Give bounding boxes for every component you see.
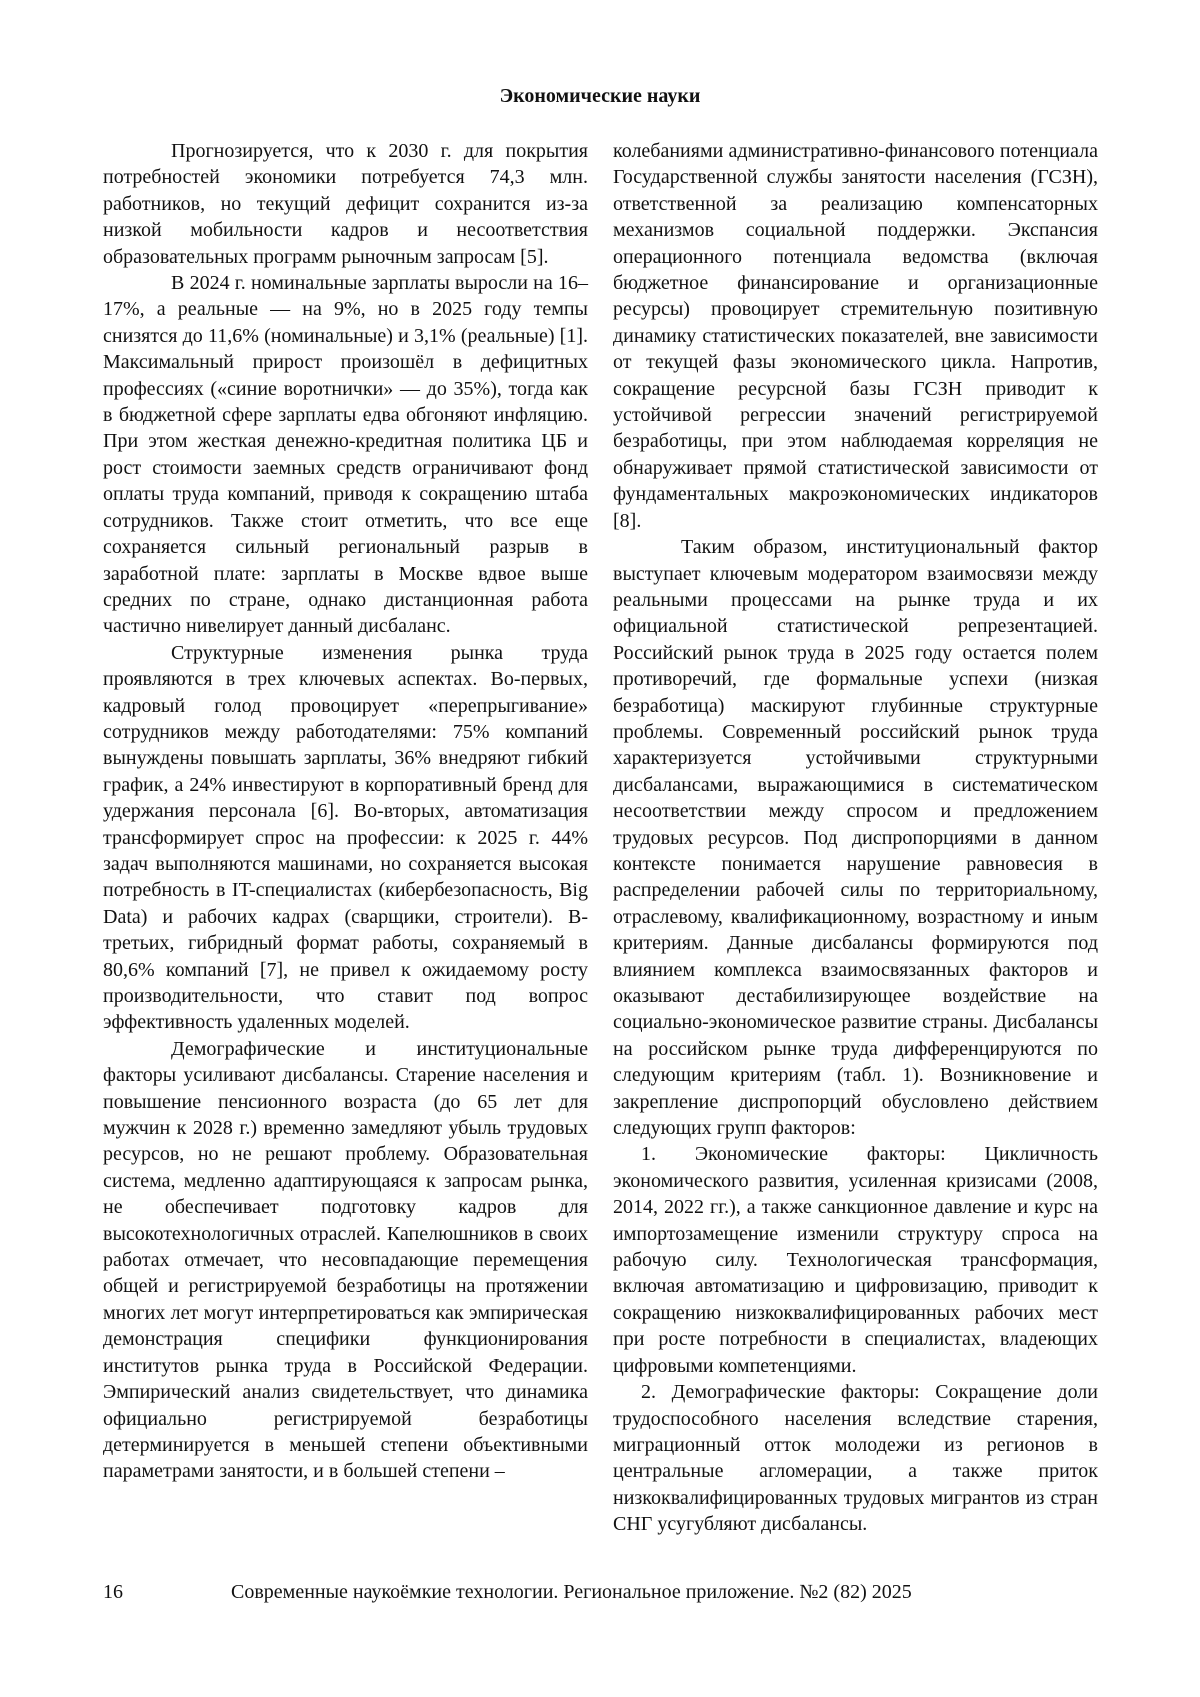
paragraph-continuation: колебаниями административно-финансового потенциала Государственной службы занятости населения (ГСЗН), ответственной за реализацию компенсаторных механизмов социальной поддержки. Экспансия операционного потенциала ведомства (включая бюджетное финансирование и организационные ресурсы) провоцирует стремительную позитивную динамику статистических показателей, вне зависимости от текущей фазы экономического цикла. Напротив, сокращение ресурсной базы ГСЗН приводит к устойчивой регрессии значений регистрируемой безработицы, при этом наблюдаемая корреляция не обнаруживает прямой статистической зависимости от фундаментальных макроэкономических индикаторов [8]. [613, 140, 1098, 532]
paragraph-structural-changes: Структурные изменения рынка труда проявляются в трех ключевых аспектах. Во-первых, кадровый голод провоцирует «перепрыгивание» сотрудников между работодателями: 75% компаний вынуждены повышать зарплаты, 36% внедряют гибкий график, а 24% инвестируют в корпоративный бренд для удержания персонала [6]. Во-вторых, автоматизация трансформирует спрос на профессии: к 2025 г. 44% задач выполняются машинами, но сохраняется высокая потребность в IT-специалистах (кибербезопасность, Big Data) и рабочих кадрах (сварщики, строители). В-третьих, гибридный формат работы, сохраняемый в 80,6% компаний [7], не привел к ожидаемому росту производительности, что ставит под вопрос эффективность удаленных моделей. [103, 641, 588, 1034]
section-title: Экономические науки [499, 85, 701, 107]
paragraph-institutional-factor: Таким образом, институциональный фактор выступает ключевым модератором взаимосвязи между реальными процессами на рынке труда и их официальной статистической репрезентацией. Российский рынок труда в 2025 году остается полем противоречий, где формальные успехи (низкая безработица) маскируют глубинные структурные проблемы. Современный российский рынок труда характеризуется устойчивыми структурными дисбалансами, выражающимися в систематическом несоответствии между спросом и предложением трудовых ресурсов. Под диспропорциями в данном контексте понимается нарушение равновесия в распределении рабочей силы по территориальному, отраслевому, квалификационному, возрастному и иным критериям. Данные дисбалансы формируются под влиянием комплекса взаимосвязанных факторов и оказывают дестабилизирующее воздействие на социально-экономическое развитие страны. Дисбалансы на российском рынке труда дифференцируются по следующим критериям (табл. 1). Возникновение и закрепление диспропорций обусловлено действием следующих групп факторов: [613, 536, 1098, 1140]
paragraph-wages: В 2024 г. номинальные зарплаты выросли на 16–17%, а реальные — на 9%, но в 2025 году темпы снизятся до 11,6% (номинальные) и 3,1% (реальные) [1]. Максимальный прирост произошёл в дефицитных профессиях («синие воротнички» — до 35%), тогда как в бюджетной сфере зарплаты едва обгоняют инфляцию. При этом жесткая денежно-кредитная политика ЦБ и рост стоимости заемных средств ограничивают фонд оплаты труда компаний, приводя к сокращению штаба сотрудников. Также стоит отметить, что все еще сохраняется сильный региональный разрыв в заработной плате: зарплаты в Москве вдвое выше средних по стране, однако дистанционная работа частично нивелирует данный дисбаланс. [103, 272, 588, 638]
paragraph-demographic-institutional: Демографические и институциональные факторы усиливают дисбалансы. Старение населения и повышение пенсионного возраста (до 65 лет для мужчин к 2028 г.) временно замедляют убыль трудовых ресурсов, но не решают проблему. Образовательная система, медленно адаптирующаяся к запросам рынка, не обеспечивает подготовку кадров для высокотехнологичных отраслей. Капелюшников в своих работах отмечает, что несовпадающие перемещения общей и регистрируемой безработицы на протяжении многих лет могут интерпретироваться как эмпирическая демонстрация специфики функционирования институтов рынка труда в Российской Федерации. Эмпирический анализ свидетельствует, что динамика официально регистрируемой безработицы детерминируется в меньшей степени объективными параметрами занятости, и в большей степени – [103, 1037, 588, 1483]
journal-name: Современные наукоёмкие технологии. Региональное приложение. №2 (82) 2025 [231, 1581, 912, 1603]
page-number: 16 [103, 1581, 123, 1603]
list-item-demographic-factors: 2. Демографические факторы: Сокращение доли трудоспособного населения вследствие старения, миграционный отток молодежи из регионов в центральные агломерации, а также приток низкоквалифицированных трудовых мигрантов из стран СНГ усугубляют дисбалансы. [613, 1381, 1098, 1536]
list-item-economic-factors: 1. Экономические факторы: Цикличность экономического развития, усиленная кризисами (2008, 2014, 2022 гг.), а также санкционное давление и курс на импортозамещение изменили структуру спроса на рабочую силу. Технологическая трансформация, включая автоматизацию и цифровизацию, приводит к сокращению низкоквалифицированных рабочих мест при росте потребности в специалистах, владеющих цифровыми компетенциями. [613, 1143, 1098, 1377]
right-column [613, 138, 1098, 1538]
paragraph-forecast: Прогнозируется, что к 2030 г. для покрытия потребностей экономики потребуется 74,3 млн. работников, но текущий дефицит сохранится из-за низкой мобильности кадров и несоответствия образовательных программ рыночным запросам [5]. [103, 140, 588, 268]
left-column [103, 138, 588, 1485]
